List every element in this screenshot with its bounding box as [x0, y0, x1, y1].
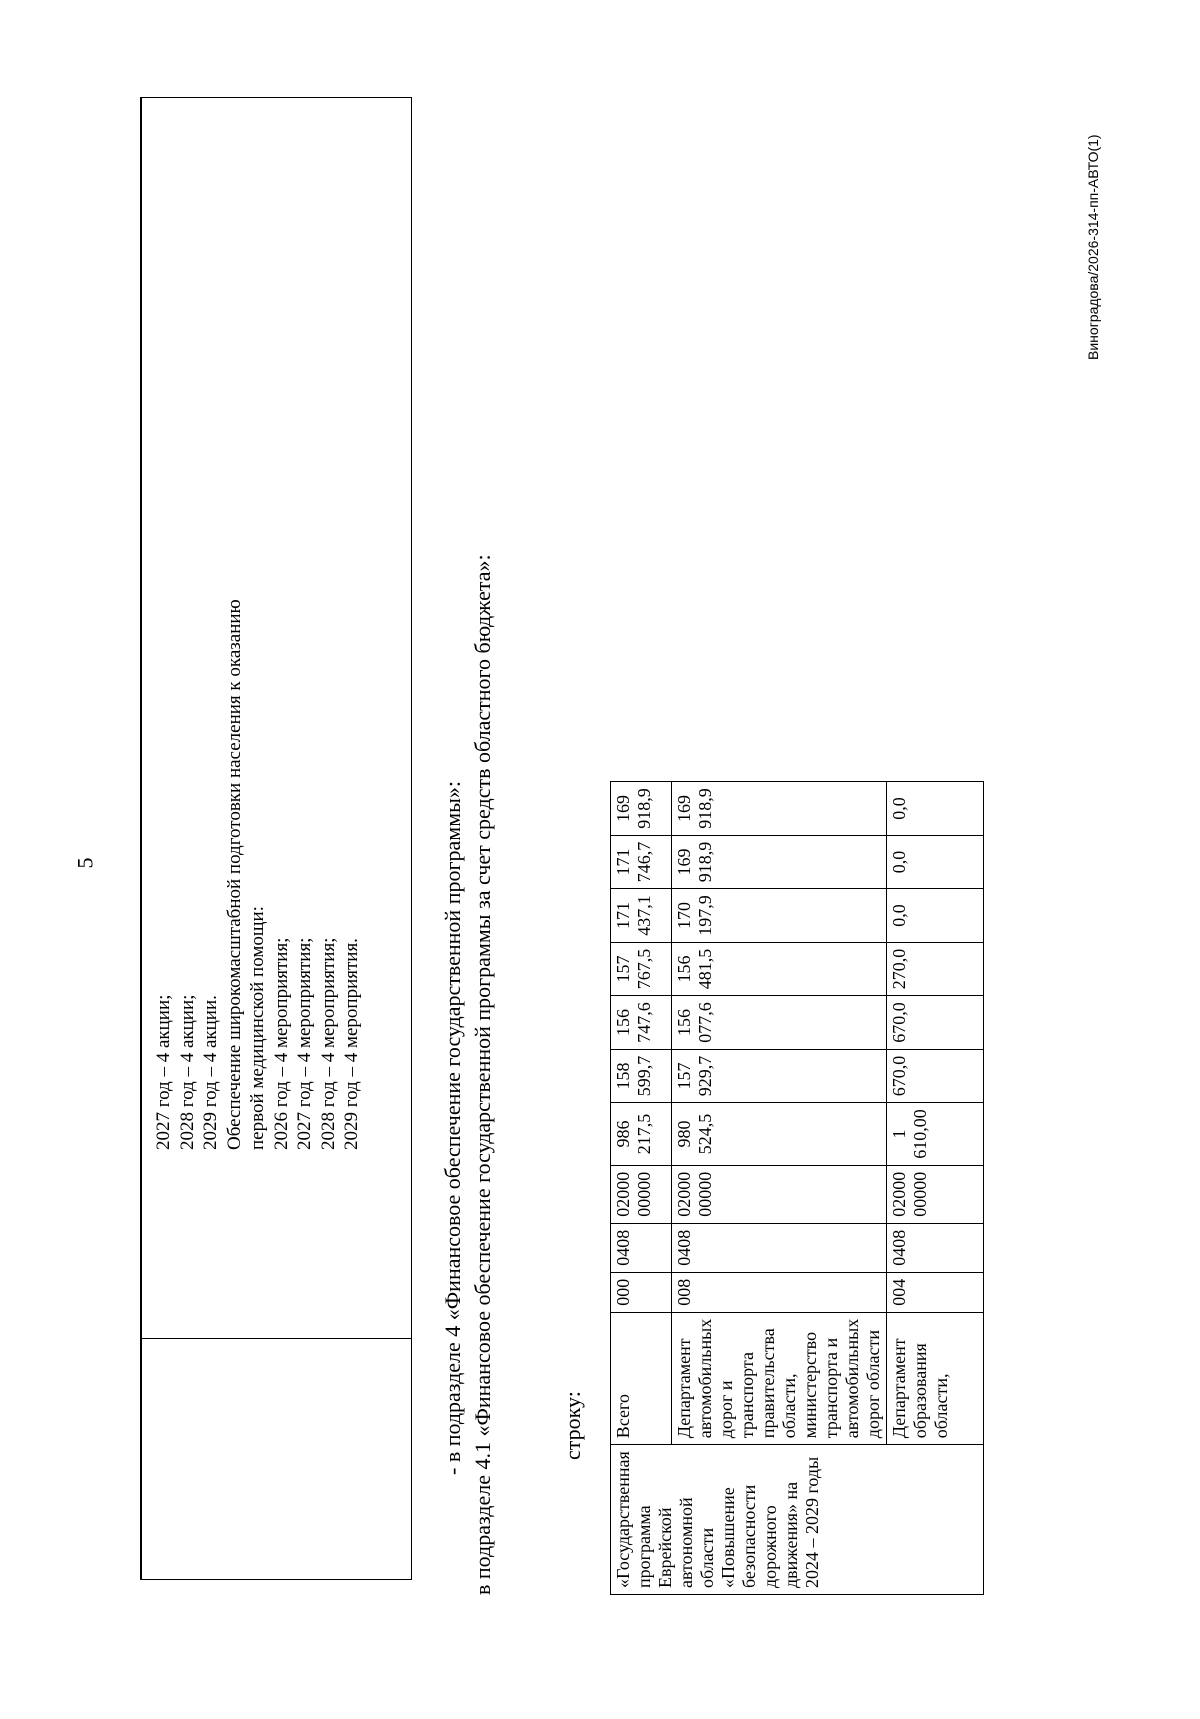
text-line: 2029 год – 4 акции.: [200, 995, 221, 1150]
org-line: образования: [910, 1343, 930, 1439]
grbs-cell: 000: [611, 1272, 672, 1312]
program-line: программа: [634, 1505, 654, 1588]
text-line: 2027 год – 4 мероприятия;: [294, 937, 315, 1150]
budget-table-wrapper: [610, 781, 984, 1595]
org-cell: [611, 1312, 672, 1444]
program-cell: [611, 1445, 984, 1595]
org-line: дорог и: [716, 1380, 736, 1439]
rzpr-cell: 0408: [887, 1223, 984, 1272]
value-year: 157 767,5: [611, 942, 672, 996]
section-heading-2: в подразделе 4.1 «Финансовое обеспечение государственной программы за счет средств областного бюджета»:: [470, 554, 495, 1595]
value-total: 986 217,5: [611, 1103, 672, 1166]
value-year: 171 437,1: [611, 889, 672, 943]
csr-line: 00000: [695, 1171, 715, 1217]
document-footer: Виноградова/2026-314-пп-АВТО(1): [1085, 134, 1101, 360]
csr-cell: [611, 1165, 672, 1223]
program-line: Еврейской: [655, 1507, 675, 1588]
org-line: области,: [931, 1373, 951, 1439]
text-line: первой медицинской помощи:: [247, 906, 268, 1150]
value-year: 156 747,6: [611, 996, 672, 1050]
program-line: безопасности: [739, 1484, 759, 1588]
text-line: Обеспечение широкомасштабной подготовки населения к оказанию: [223, 599, 245, 1150]
csr-line: 00000: [910, 1171, 930, 1217]
org-cell: [672, 1312, 887, 1444]
org-line: автомобильных: [842, 1318, 862, 1439]
budget-table: [610, 781, 984, 1595]
program-line: области: [697, 1527, 717, 1588]
csr-line: 02000: [613, 1171, 633, 1217]
rzpr-cell: 0408: [611, 1223, 672, 1272]
text-line: 2028 год – 4 мероприятия;: [317, 937, 339, 1150]
org-line: транспорта: [737, 1352, 757, 1439]
table-divider: [141, 98, 142, 1579]
value-year: 0,0: [887, 782, 984, 836]
org-line: области,: [779, 1373, 799, 1439]
value-year: 169 918,9: [672, 782, 887, 836]
value-year: 270,0: [887, 942, 984, 996]
value-year: 156 077,6: [672, 996, 887, 1050]
top-table-text: [152, 100, 364, 1150]
table-row: [611, 782, 672, 1595]
value-year: 169 918,9: [611, 782, 672, 836]
text-line: 2027 год – 4 акции;: [153, 994, 174, 1150]
text-line: 2029 год – 4 мероприятия.: [341, 938, 362, 1150]
value-year: 170 197,9: [672, 889, 887, 943]
value-year: 158 599,7: [611, 1049, 672, 1103]
value-year: 670,0: [887, 1049, 984, 1103]
text-line: 2028 год – 4 акции;: [176, 994, 198, 1150]
stroku-label: строку:: [560, 1391, 585, 1460]
program-line: 2024 – 2029 годы: [802, 1456, 822, 1588]
grbs-cell: 008: [672, 1272, 887, 1312]
program-line: дорожного: [760, 1505, 780, 1588]
org-line: правительства: [758, 1328, 778, 1439]
org-line: министерство: [800, 1331, 820, 1439]
csr-line: 00000: [634, 1171, 654, 1217]
value-year: 0,0: [887, 835, 984, 889]
section-heading-1: - в подразделе 4 «Финансовое обеспечение государственной программы»:: [440, 780, 465, 1475]
program-line: «Повышение: [718, 1487, 738, 1588]
rzpr-cell: 0408: [672, 1223, 887, 1272]
value-year: 169 918,9: [672, 835, 887, 889]
value-year: 156 481,5: [672, 942, 887, 996]
program-line: движения» на: [781, 1481, 801, 1588]
org-cell: [887, 1312, 984, 1444]
value-year: 157 929,7: [672, 1049, 887, 1103]
value-year: 670,0: [887, 996, 984, 1050]
org-line: транспорта и: [821, 1337, 841, 1439]
value-total: 1 610,00: [887, 1103, 984, 1166]
value-year: 0,0: [887, 889, 984, 943]
org-line: Департамент: [674, 1338, 694, 1439]
org-line: Департамент: [889, 1338, 909, 1439]
org-line: дорог области: [863, 1329, 883, 1439]
csr-cell: [887, 1165, 984, 1223]
value-total: 980 524,5: [672, 1103, 887, 1166]
page-number: 5: [72, 857, 98, 869]
csr-cell: [672, 1165, 887, 1223]
text-line: 2026 год – 4 мероприятия;: [270, 937, 292, 1150]
program-line: автономной: [676, 1497, 696, 1588]
csr-line: 02000: [889, 1171, 909, 1217]
org-line: автомобильных: [695, 1318, 715, 1439]
program-line: «Государственная: [613, 1451, 633, 1588]
table-divider: [141, 1338, 411, 1339]
value-year: 171 746,7: [611, 835, 672, 889]
grbs-cell: 004: [887, 1272, 984, 1312]
org-line: Всего: [613, 1394, 633, 1439]
csr-line: 02000: [674, 1171, 694, 1217]
